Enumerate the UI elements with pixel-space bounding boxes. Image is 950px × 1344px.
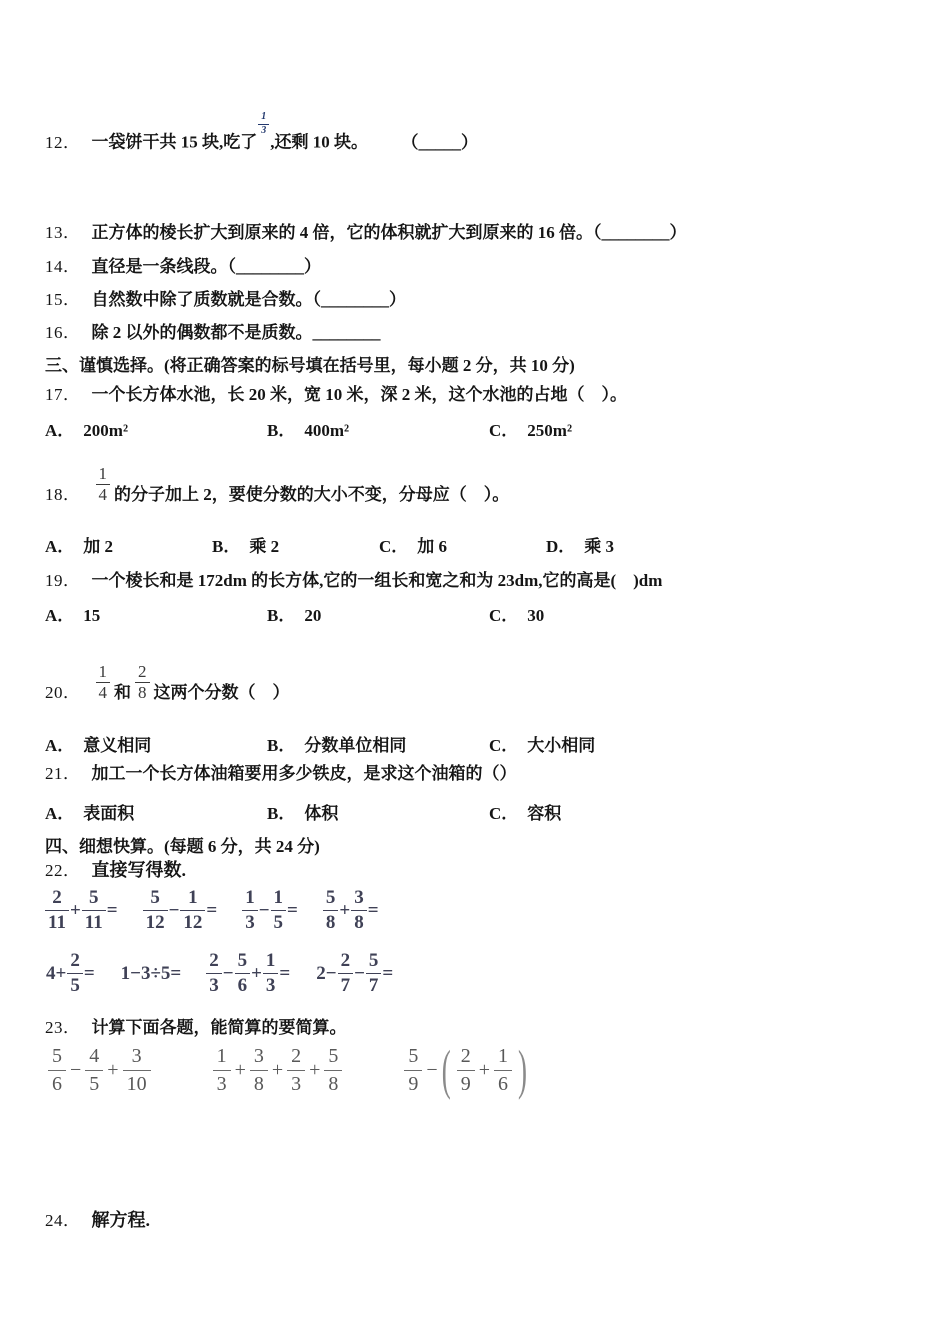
- option-a: [45, 535, 212, 558]
- question-19-number: 19．: [45, 571, 81, 590]
- option-b-label: 400m²: [304, 421, 350, 440]
- answer-blank: （________）: [312, 290, 406, 309]
- question-17-options: [45, 419, 711, 442]
- option-c-label: 容积: [527, 804, 562, 823]
- option-c-key: C．: [489, 804, 519, 823]
- expression-2-minus-2-7-minus-5-7: 2− $\frac{2}{7}$ − $\frac{5}{7}$ =: [316, 950, 394, 996]
- question-20-text-after: 这两个分数（ ）: [153, 682, 290, 702]
- question-17: [45, 383, 627, 406]
- question-13-number: 13．: [45, 223, 81, 242]
- fraction-denominator: 3: [261, 124, 267, 136]
- question-24-number: 24．: [45, 1211, 81, 1230]
- question-15: [45, 288, 406, 311]
- option-b: [267, 802, 489, 825]
- option-b: [212, 535, 379, 558]
- question-20-mid-text: 和: [114, 682, 131, 702]
- fraction-one-fourth: [96, 663, 111, 702]
- question-18-text: 的分子加上 2，要使分数的大小不变，分母应（ ）。: [114, 484, 510, 504]
- option-a: [45, 734, 267, 757]
- question-18: [45, 465, 509, 506]
- question-12-number: 12．: [45, 132, 81, 152]
- question-14: [45, 255, 321, 278]
- fraction-denominator: 8: [138, 682, 147, 702]
- answer-blank: （________）: [593, 223, 687, 242]
- option-c-label: 250m²: [527, 421, 573, 440]
- section-3-heading: [45, 354, 575, 377]
- option-c-key: C．: [489, 606, 519, 625]
- answer-blank: （________）: [227, 257, 321, 276]
- question-14-number: 14．: [45, 257, 81, 276]
- option-a-key: A．: [45, 537, 75, 556]
- question-20-number: 20．: [45, 682, 81, 702]
- question-21-text: 加工一个长方体油箱要用多少铁皮，是求这个油箱的（）: [91, 764, 517, 783]
- answer-blank: （_____）: [410, 132, 478, 152]
- option-b: [267, 734, 489, 757]
- question-12-text-before: 一袋饼干共 15 块,吃了: [91, 132, 258, 152]
- option-a-label: 15: [83, 606, 101, 625]
- question-19-options: [45, 604, 711, 627]
- option-a-label: 200m²: [83, 421, 129, 440]
- option-a-key: A．: [45, 804, 75, 823]
- option-c: [379, 535, 546, 558]
- option-c-key: C．: [489, 421, 519, 440]
- option-a-label: 意义相同: [83, 736, 152, 755]
- question-21-options: [45, 802, 711, 825]
- option-b-label: 20: [304, 606, 322, 625]
- option-a-key: A．: [45, 736, 75, 755]
- option-a: [45, 419, 267, 442]
- q22-math-row-1: [45, 888, 380, 933]
- question-22: [45, 859, 186, 882]
- fraction-numerator: 1: [258, 112, 269, 125]
- option-d-key: D．: [546, 537, 576, 556]
- option-c-key: C．: [379, 537, 409, 556]
- fraction-denominator: 4: [98, 682, 107, 702]
- option-a-label: 加 2: [83, 537, 114, 556]
- question-23-title: 计算下面各题，能简算的要简算。: [91, 1018, 347, 1037]
- question-17-number: 17．: [45, 385, 81, 404]
- option-b-label: 分数单位相同: [304, 736, 407, 755]
- option-a-key: A．: [45, 606, 75, 625]
- question-17-text: 一个长方体水池，长 20 米，宽 10 米，深 2 米，这个水池的占地（ ）。: [91, 385, 627, 404]
- option-b: [267, 419, 489, 442]
- fraction-numerator: 1: [96, 465, 111, 485]
- question-13-text: 正方体的棱长扩大到原来的 4 倍，它的体积就扩大到原来的 16 倍。: [91, 223, 593, 242]
- section-3-title: 三、谨慎选择。(将正确答案的标号填在括号里，每小题 2 分，共 10 分): [45, 356, 575, 375]
- option-a-key: A．: [45, 421, 75, 440]
- question-18-number: 18．: [45, 484, 81, 504]
- expression-2-11-plus-5-11: $\frac{2}{11}$ + $\frac{5}{11}$ =: [45, 888, 119, 933]
- question-16-text: 除 2 以外的偶数都不是质数。: [91, 323, 313, 342]
- option-b-label: 体积: [304, 804, 339, 823]
- fraction-one-fourth: [96, 465, 111, 504]
- fraction-numerator: 2: [135, 663, 150, 683]
- expression-5-12-minus-1-12: $\frac{5}{12}$ − $\frac{1}{12}$ =: [143, 888, 219, 933]
- fraction-numerator: 1: [96, 663, 111, 683]
- question-20: [45, 663, 290, 704]
- q22-math-row-2: [45, 951, 394, 996]
- question-21-number: 21．: [45, 764, 81, 783]
- option-d-label: 乘 3: [584, 537, 615, 556]
- question-13: [45, 221, 687, 244]
- section-4-title: 四、细想快算。(每题 6 分，共 24 分): [45, 837, 320, 856]
- expression-1-minus-3-div-5: 1−3÷5=: [120, 962, 182, 984]
- option-c: [489, 734, 711, 757]
- question-21: [45, 762, 517, 785]
- question-20-options: [45, 734, 711, 757]
- expression-5-6-minus-4-5-plus-3-10: $\frac{5}{6}$ − $\frac{4}{5}$ + $\frac{3}{10}$: [45, 1046, 154, 1095]
- question-12-text-after: ,还剩 10 块。: [270, 132, 368, 152]
- option-b-key: B．: [267, 606, 296, 625]
- fraction-two-eighths: [135, 663, 150, 702]
- section-4-heading: [45, 835, 320, 858]
- question-23: [45, 1016, 347, 1039]
- fraction-one-third: [258, 112, 269, 136]
- question-18-options: [45, 535, 713, 558]
- option-c-label: 大小相同: [527, 736, 596, 755]
- expression-1-3-minus-1-5: $\frac{1}{3}$ − $\frac{1}{5}$ =: [242, 888, 299, 933]
- option-b-key: B．: [267, 421, 296, 440]
- expression-4-plus-2-5: 4+ $\frac{2}{5}$ =: [46, 950, 95, 996]
- question-24-title: 解方程.: [91, 1210, 150, 1230]
- question-12: [45, 111, 478, 154]
- option-a-label: 表面积: [83, 804, 135, 823]
- option-b-key: B．: [267, 804, 296, 823]
- option-b: [267, 604, 489, 627]
- question-23-number: 23．: [45, 1018, 81, 1037]
- q23-math-row: [45, 1038, 530, 1101]
- option-c-label: 加 6: [417, 537, 448, 556]
- question-19-text: 一个棱长和是 172dm 的长方体,它的一组长和宽之和为 23dm,它的高是( )dm: [91, 571, 663, 590]
- option-b-label: 乘 2: [249, 537, 280, 556]
- question-16-number: 16．: [45, 323, 81, 342]
- option-a: [45, 604, 267, 627]
- expression-1-3-plus-3-8-plus-2-3-plus-5-8: $\frac{1}{3}$ + $\frac{3}{8}$ + $\frac{2}{3}$ + $\frac{5}{8}$: [210, 1046, 346, 1095]
- option-c: [489, 604, 711, 627]
- option-d: [546, 535, 713, 558]
- question-16: [45, 321, 381, 344]
- question-14-text: 直径是一条线段。: [91, 257, 228, 276]
- question-15-number: 15．: [45, 290, 81, 309]
- option-b-key: B．: [212, 537, 241, 556]
- option-c: [489, 419, 711, 442]
- expression-5-8-plus-3-8: $\frac{5}{8}$ + $\frac{3}{8}$ =: [323, 888, 380, 933]
- answer-blank: ________: [312, 323, 381, 342]
- option-b-key: B．: [267, 736, 296, 755]
- fraction-denominator: 4: [98, 484, 107, 504]
- question-22-title: 直接写得数.: [91, 860, 186, 880]
- option-c-key: C．: [489, 736, 519, 755]
- option-c: [489, 802, 711, 825]
- question-24: [45, 1209, 150, 1232]
- question-19: [45, 569, 662, 592]
- option-a: [45, 802, 267, 825]
- expression-2-3-minus-5-6-plus-1-3: $\frac{2}{3}$ − $\frac{5}{6}$ + $\frac{1}{3}$ =: [206, 951, 291, 996]
- option-c-label: 30: [527, 606, 545, 625]
- expression-5-9-minus-paren-2-9-plus-1-6: $\frac{5}{9}$ − ( $\frac{2}{9}$ + $\frac{1}{6}$ ): [401, 1046, 530, 1095]
- question-15-text: 自然数中除了质数就是合数。: [91, 290, 313, 309]
- question-22-number: 22．: [45, 861, 81, 880]
